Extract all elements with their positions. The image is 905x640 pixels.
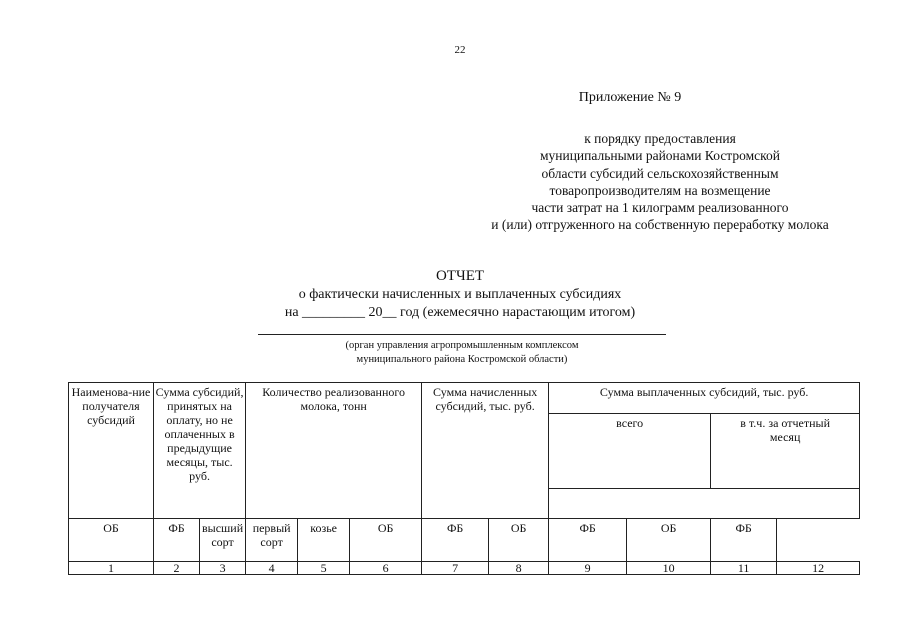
column-number: 9 bbox=[549, 562, 627, 575]
org-caption bbox=[258, 339, 666, 366]
appendix-subtitle-line: муниципальными районами Костромской bbox=[539, 148, 781, 164]
appendix-title: Приложение № 9 bbox=[578, 90, 682, 105]
subheader-cell: ОБ bbox=[627, 519, 711, 562]
report-table bbox=[68, 382, 860, 575]
subheader-cell: ОБ bbox=[69, 519, 154, 562]
header-paid-month: в т.ч. за отчетный месяц bbox=[711, 414, 860, 489]
subheader-cell: первый сорт bbox=[246, 519, 298, 562]
subheader-cell: ФБ bbox=[549, 519, 627, 562]
org-caption-line: (орган управления агропромышленным комплексом bbox=[345, 340, 579, 351]
report-title: ОТЧЕТ bbox=[435, 268, 485, 284]
appendix-subtitle-line: товаропроизводителям на возмещение bbox=[549, 182, 771, 198]
appendix-subtitle-line: части затрат на 1 килограмм реализованного bbox=[531, 200, 789, 216]
header-accepted-unpaid: Сумма субсидий, принятых на оплату, но не оплаченных в предыдущие месяцы, тыс. руб. bbox=[154, 383, 246, 519]
column-number: 7 bbox=[422, 562, 489, 575]
column-number: 8 bbox=[489, 562, 549, 575]
column-number: 12 bbox=[777, 562, 860, 575]
appendix-subtitle-line: области субсидий сельскохозяйственным bbox=[541, 165, 779, 181]
report-period: на _________ 20__ год (ежемесячно нарастающим итогом) bbox=[284, 305, 636, 320]
org-signature-line bbox=[258, 334, 666, 335]
subheader-cell: высший сорт bbox=[200, 519, 246, 562]
header-paid-spacer bbox=[549, 489, 860, 519]
header-paid: Сумма выплаченных субсидий, тыс. руб. bbox=[549, 383, 860, 414]
header-accrued: Сумма начисленных субсидий, тыс. руб. bbox=[422, 383, 549, 519]
column-number: 11 bbox=[711, 562, 777, 575]
header-milk-quantity: Количество реализованного молока, тонн bbox=[246, 383, 422, 519]
report-subtitle: о фактически начисленных и выплаченных субсидиях bbox=[298, 287, 622, 302]
subheader-cell: ОБ bbox=[489, 519, 549, 562]
column-number: 1 bbox=[69, 562, 154, 575]
column-number: 5 bbox=[298, 562, 350, 575]
appendix-subtitle-line: к порядку предоставления bbox=[584, 131, 736, 146]
appendix-subtitle bbox=[440, 130, 880, 234]
subheader-cell: козье bbox=[298, 519, 350, 562]
header-recipient: Наименова-ние получателя субсидий bbox=[69, 383, 154, 519]
page-number: 22 bbox=[454, 44, 466, 56]
column-number: 3 bbox=[200, 562, 246, 575]
org-caption-line: муниципального района Костромской области) bbox=[356, 353, 568, 365]
header-paid-total: всего bbox=[549, 414, 711, 489]
column-number: 6 bbox=[350, 562, 422, 575]
column-number: 4 bbox=[246, 562, 298, 575]
column-number: 2 bbox=[154, 562, 200, 575]
column-number: 10 bbox=[627, 562, 711, 575]
appendix-subtitle-line: и (или) отгруженного на собственную переработку молока bbox=[491, 217, 829, 233]
subheader-cell: ФБ bbox=[422, 519, 489, 562]
subheader-cell: ФБ bbox=[154, 519, 200, 562]
subheader-cell: ОБ bbox=[350, 519, 422, 562]
subheader-cell: ФБ bbox=[711, 519, 777, 562]
